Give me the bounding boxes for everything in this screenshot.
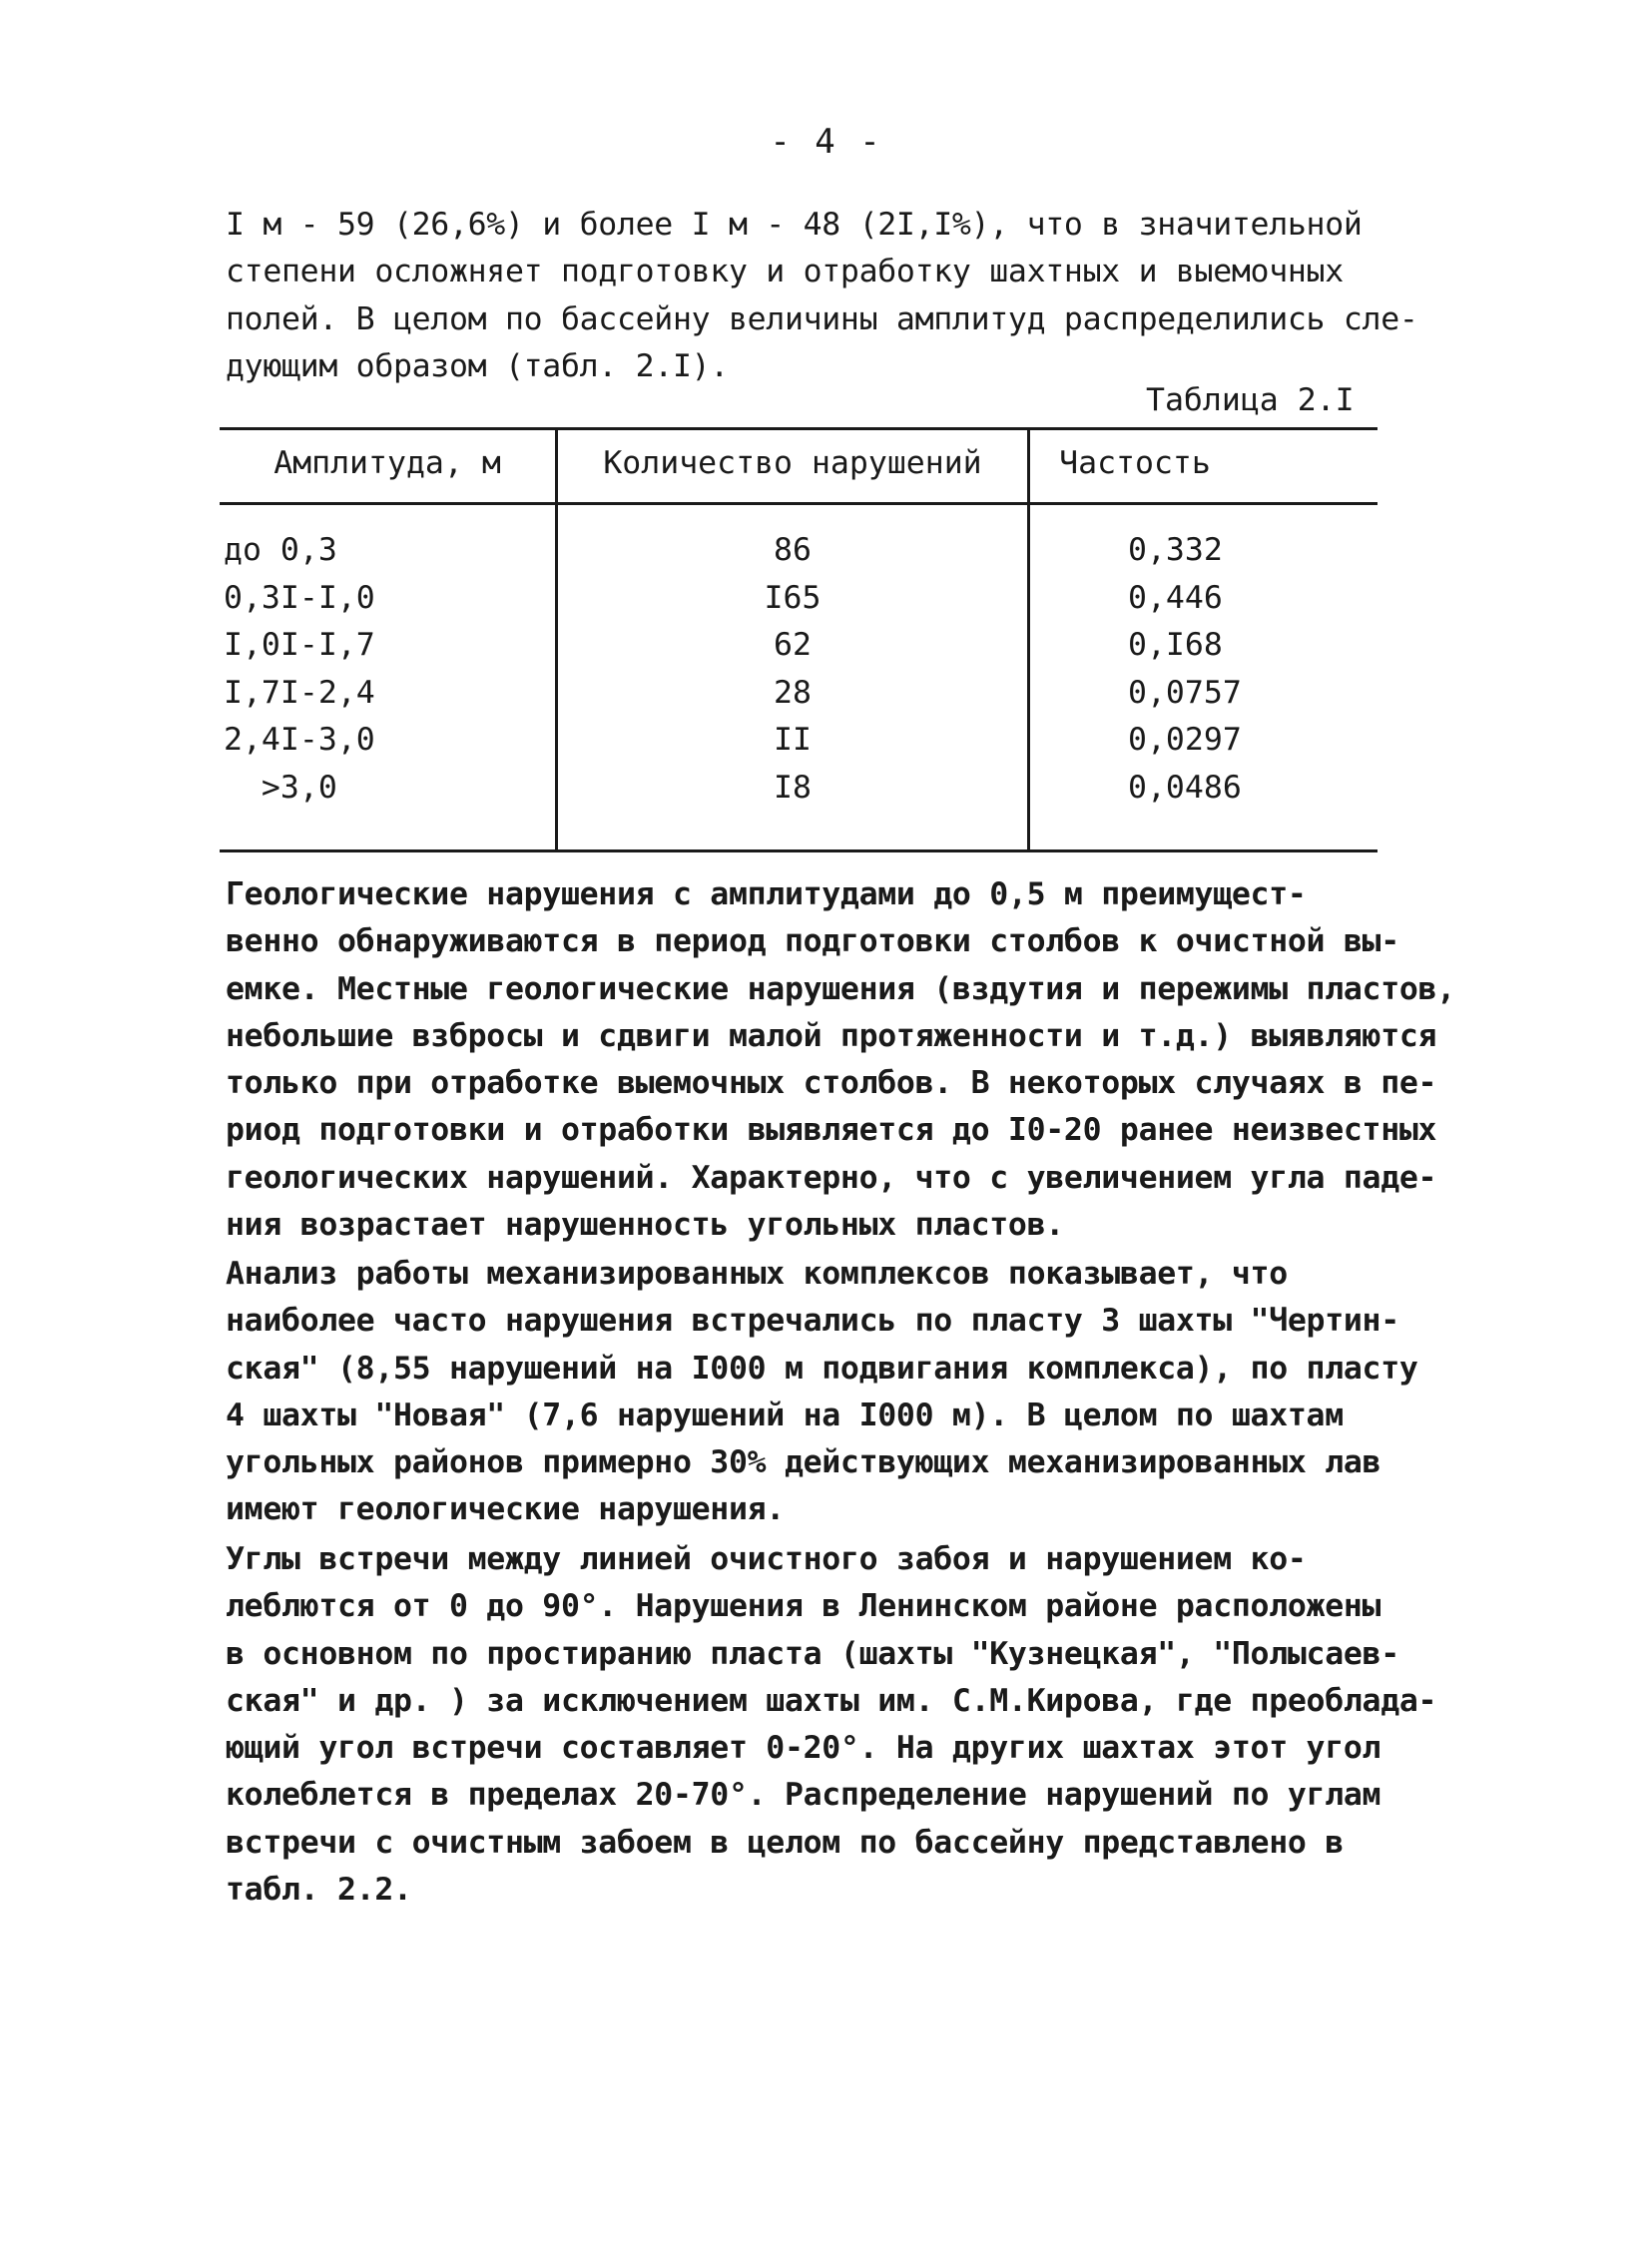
table-header-amplitude: Амплитуда, м — [274, 445, 501, 481]
frequency-cell: 0,0486 — [1128, 769, 1242, 806]
table-row — [220, 765, 1377, 813]
amplitude-cell: 2,4I-3,0 — [224, 722, 375, 758]
frequency-cell: 0,446 — [1128, 579, 1223, 616]
table-row — [220, 575, 1377, 623]
count-cell: 62 — [774, 627, 812, 663]
frequency-cell: 0,0757 — [1128, 674, 1242, 711]
table-header-frequency: Частость — [1059, 445, 1211, 481]
amplitude-cell: 0,3I-I,0 — [224, 579, 375, 616]
table-header-count: Количество нарушений — [603, 445, 982, 481]
amplitude-cell: I,7I-2,4 — [224, 674, 375, 711]
table-row — [220, 622, 1377, 670]
table-row — [220, 717, 1377, 765]
paragraph-meeting-angles: Углы встречи между линией очистного забоя и нарушением ко- леблются от 0 до 90°. Нарушения в Ленинском районе расположены в основном по простиранию пласта (шахты "Кузнецкая", "Полысаев- ская" и др. ) за исключением шахты им. С.М.Кирова, где преоблада- ющий угол встречи составляет 0-20°. На других шахтах этот угол колеблется в пределах 20-70°. Распределение нарушений по углам встречи с очистным забоем в целом по бассейну представлено в табл. 2.2. — [226, 1541, 1437, 1909]
frequency-cell: 0,I68 — [1128, 627, 1223, 663]
frequency-cell: 0,332 — [1128, 532, 1223, 568]
count-cell: 86 — [774, 532, 812, 568]
table-header-rule — [220, 502, 1377, 505]
paragraph-complex-analysis: Анализ работы механизированных комплексов показывает, что наиболее часто нарушения встречались по пласту 3 шахты "Чертин- ская" (8,55 нарушений на I000 м подвигания комплекса), по пласту 4 шахты "Новая" (7,6 нарушений на I000 м). В целом по шахтам угольных районов примерно 30% действующих механизированных лав имеют геологические нарушения. — [226, 1256, 1418, 1528]
count-cell: 28 — [774, 674, 812, 711]
amplitude-cell: I,0I-I,7 — [224, 627, 375, 663]
table-bottom-rule — [220, 849, 1377, 852]
intro-paragraph: I м - 59 (26,6%) и более I м - 48 (2I,I%), что в значительной степени осложняет подготовку и отработку шахтных и выемочных полей. В целом по бассейну величины амплитуд распределились сле- дующим образом (табл. 2.I). — [226, 207, 1418, 384]
table-caption: Таблица 2.I — [1146, 382, 1355, 418]
count-cell: I8 — [774, 769, 812, 806]
table-row — [220, 670, 1377, 718]
table-row — [220, 527, 1377, 575]
table-body — [220, 527, 1377, 812]
page-number: - 4 - — [770, 122, 882, 162]
frequency-cell: 0,0297 — [1128, 722, 1242, 758]
amplitude-table — [220, 427, 1377, 852]
paragraph-geological-faults: Геологические нарушения с амплитудами до 0,5 м преимущест- венно обнаруживаются в период подготовки столбов к очистной вы- емке. Местные геологические нарушения (вздутия и пережимы пластов, небольшие взбросы и сдвиги малой протяженности и т.д.) выявляются только при отработке выемочных столбов. В некоторых случаях в пе- риод подготовки и отработки выявляется до I0-20 ранее неизвестных геологических нарушений. Характерно, что с увеличением угла паде- ния возрастает нарушенность угольных пластов. — [226, 876, 1455, 1244]
table-top-rule — [220, 427, 1377, 430]
amplitude-cell: до 0,3 — [224, 532, 337, 568]
count-cell: I65 — [764, 579, 822, 616]
count-cell: II — [774, 722, 812, 758]
amplitude-cell: >3,0 — [224, 769, 337, 806]
